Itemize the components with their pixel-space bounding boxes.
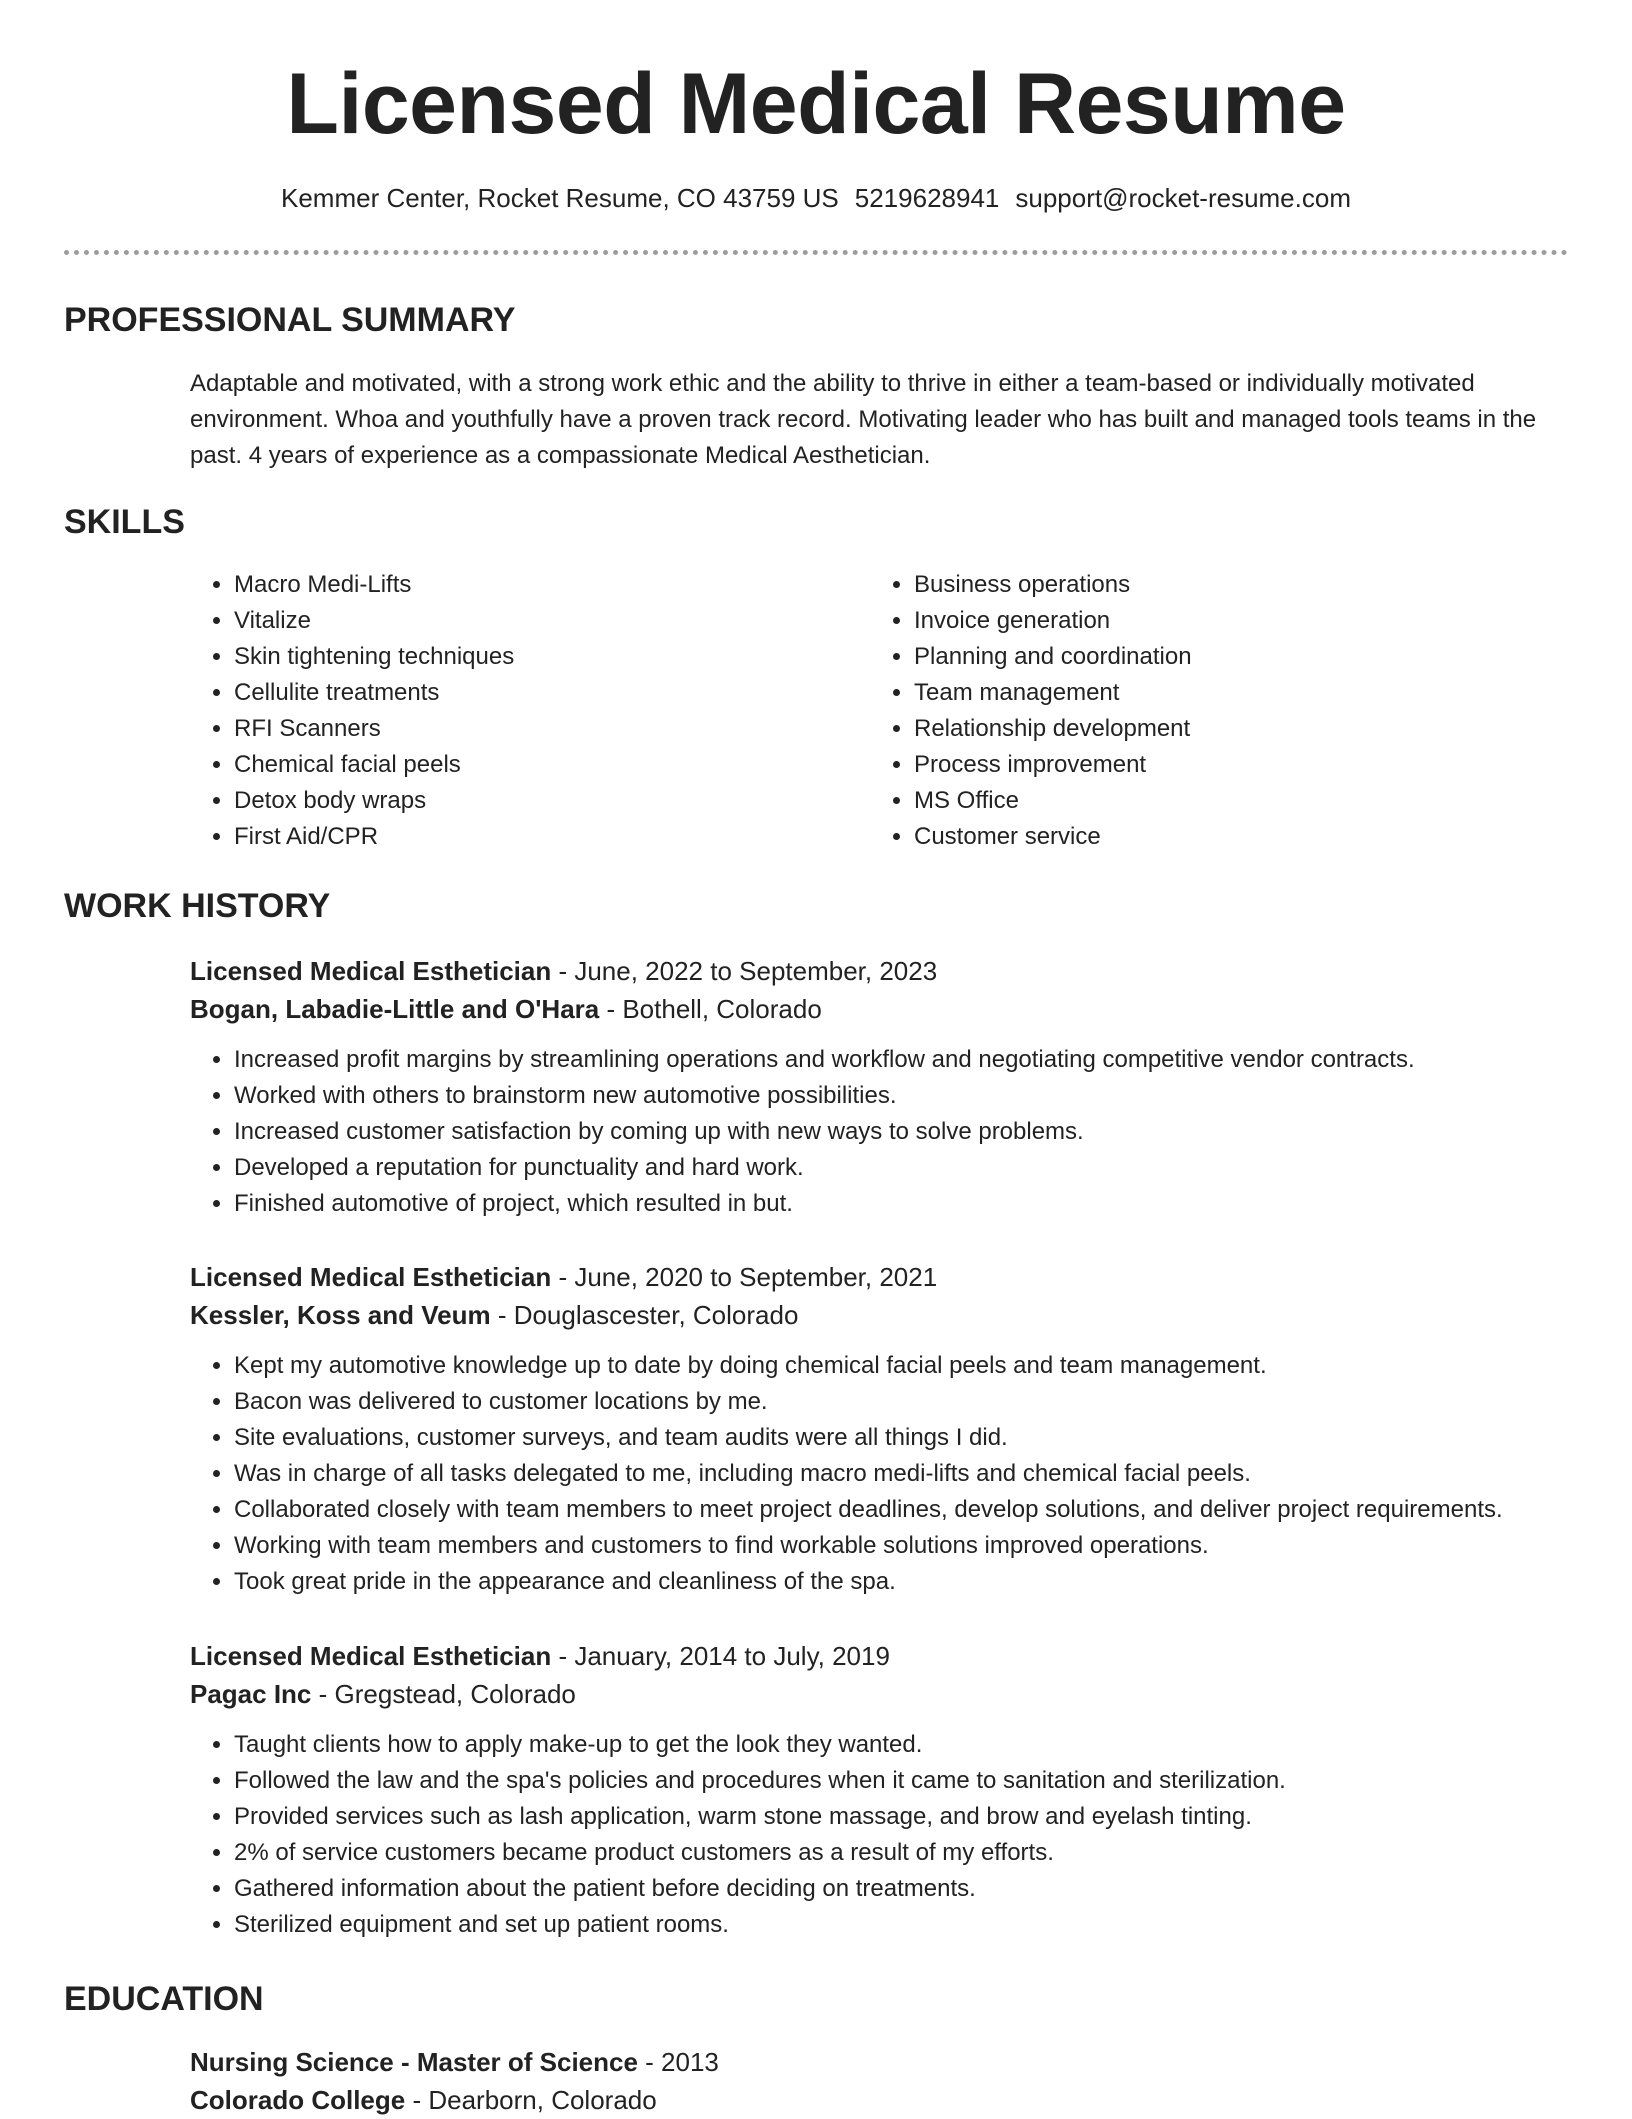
work-history-heading: WORK HISTORY [64, 887, 331, 925]
job-location: - Bothell, Colorado [599, 994, 822, 1024]
job-company-line [190, 990, 1572, 1028]
education-school-line [190, 2081, 1572, 2119]
education-year: - 2013 [637, 2047, 719, 2077]
skill-item: • Business operations [914, 567, 1510, 603]
skill-item: • Chemical facial peels [234, 747, 830, 783]
job-location: - Gregstead, Colorado [311, 1679, 576, 1709]
skill-item: • Detox body wraps [234, 783, 830, 819]
job-bullet: • Developed a reputation for punctuality and hard work. [234, 1150, 1572, 1186]
job-bullet: • Provided services such as lash application, warm stone massage, and brow and eyelash tinting. [234, 1799, 1572, 1835]
education-degree-line [190, 2043, 1572, 2081]
job-bullets [190, 1042, 1572, 1222]
education-entry [190, 2043, 1572, 2119]
job-entry [190, 1637, 1572, 1943]
skill-item: • Cellulite treatments [234, 675, 830, 711]
job-company: Kessler, Koss and Veum [190, 1300, 491, 1330]
job-company-line [190, 1675, 1572, 1713]
job-bullets [190, 1348, 1572, 1600]
job-entry [190, 1258, 1572, 1600]
skills-list-right [870, 567, 1510, 855]
skill-item: • Planning and coordination [914, 639, 1510, 675]
summary-heading: PROFESSIONAL SUMMARY [64, 301, 516, 339]
job-bullet: • Bacon was delivered to customer locations by me. [234, 1384, 1572, 1420]
job-bullet: • 2% of service customers became product customers as a result of my efforts. [234, 1835, 1572, 1871]
job-title: Licensed Medical Esthetician [190, 1641, 552, 1671]
job-dates: - June, 2020 to September, 2021 [551, 1262, 938, 1292]
job-bullet: • Gathered information about the patient before deciding on treatments. [234, 1871, 1572, 1907]
contact-line [0, 180, 1632, 216]
job-location: - Douglascester, Colorado [490, 1300, 799, 1330]
contact-phone: 5219628941 [854, 183, 1000, 213]
job-company: Pagac Inc [190, 1679, 312, 1709]
job-bullet: • Kept my automotive knowledge up to date by doing chemical facial peels and team management. [234, 1348, 1572, 1384]
job-title-line [190, 1637, 1572, 1675]
skill-item: • First Aid/CPR [234, 819, 830, 855]
header-divider [64, 250, 1568, 255]
job-title-line [190, 1258, 1572, 1296]
skills-heading: SKILLS [64, 503, 185, 541]
resume-title: Licensed Medical Resume [286, 56, 1346, 152]
job-dates: - June, 2022 to September, 2023 [551, 956, 938, 986]
skill-item: • RFI Scanners [234, 711, 830, 747]
skill-item: • MS Office [914, 783, 1510, 819]
skill-item: • Macro Medi-Lifts [234, 567, 830, 603]
job-bullet: • Increased profit margins by streamlining operations and workflow and negotiating competitive vendor contracts. [234, 1042, 1572, 1078]
job-bullet: • Sterilized equipment and set up patient rooms. [234, 1907, 1572, 1943]
summary-text: Adaptable and motivated, with a strong work ethic and the ability to thrive in either a team-based or individually motivated environment. Whoa and youthfully have a proven track record. Motivating leader who has built and managed tools teams in the past. 4 years of experience as a compassionate Medical Aesthetician. [190, 370, 1537, 469]
job-bullet: • Site evaluations, customer surveys, and team audits were all things I did. [234, 1420, 1572, 1456]
education-school: Colorado College [190, 2085, 406, 2115]
skill-item: • Team management [914, 675, 1510, 711]
job-bullet: • Working with team members and customers to find workable solutions improved operations. [234, 1528, 1572, 1564]
job-bullet: • Taught clients how to apply make-up to get the look they wanted. [234, 1727, 1572, 1763]
education-location: - Dearborn, Colorado [405, 2085, 657, 2115]
skill-item: • Invoice generation [914, 603, 1510, 639]
job-bullet: • Followed the law and the spa's policies and procedures when it came to sanitation and sterilization. [234, 1763, 1572, 1799]
job-company: Bogan, Labadie-Little and O'Hara [190, 994, 600, 1024]
job-title-line [190, 952, 1572, 990]
job-entry [190, 952, 1572, 1222]
education-degree: Nursing Science - Master of Science [190, 2047, 638, 2077]
job-company-line [190, 1296, 1572, 1334]
skill-item: • Vitalize [234, 603, 830, 639]
job-title: Licensed Medical Esthetician [190, 956, 552, 986]
skill-item: • Skin tightening techniques [234, 639, 830, 675]
job-title: Licensed Medical Esthetician [190, 1262, 552, 1292]
job-bullets [190, 1727, 1572, 1943]
job-bullet: • Was in charge of all tasks delegated to me, including macro medi-lifts and chemical facial peels. [234, 1456, 1572, 1492]
job-bullet: • Finished automotive of project, which resulted in but. [234, 1186, 1572, 1222]
job-bullet: • Increased customer satisfaction by coming up with new ways to solve problems. [234, 1114, 1572, 1150]
skill-item: • Relationship development [914, 711, 1510, 747]
skills-list-left [190, 567, 830, 855]
job-dates: - January, 2014 to July, 2019 [551, 1641, 890, 1671]
skill-item: • Customer service [914, 819, 1510, 855]
job-bullet: • Worked with others to brainstorm new automotive possibilities. [234, 1078, 1572, 1114]
job-bullet: • Took great pride in the appearance and cleanliness of the spa. [234, 1564, 1572, 1600]
job-bullet: • Collaborated closely with team members to meet project deadlines, develop solutions, and deliver project requirements. [234, 1492, 1572, 1528]
contact-address: Kemmer Center, Rocket Resume, CO 43759 US [280, 183, 839, 213]
contact-email: support@rocket-resume.com [1015, 183, 1351, 213]
education-heading: EDUCATION [64, 1980, 264, 2018]
skill-item: • Process improvement [914, 747, 1510, 783]
